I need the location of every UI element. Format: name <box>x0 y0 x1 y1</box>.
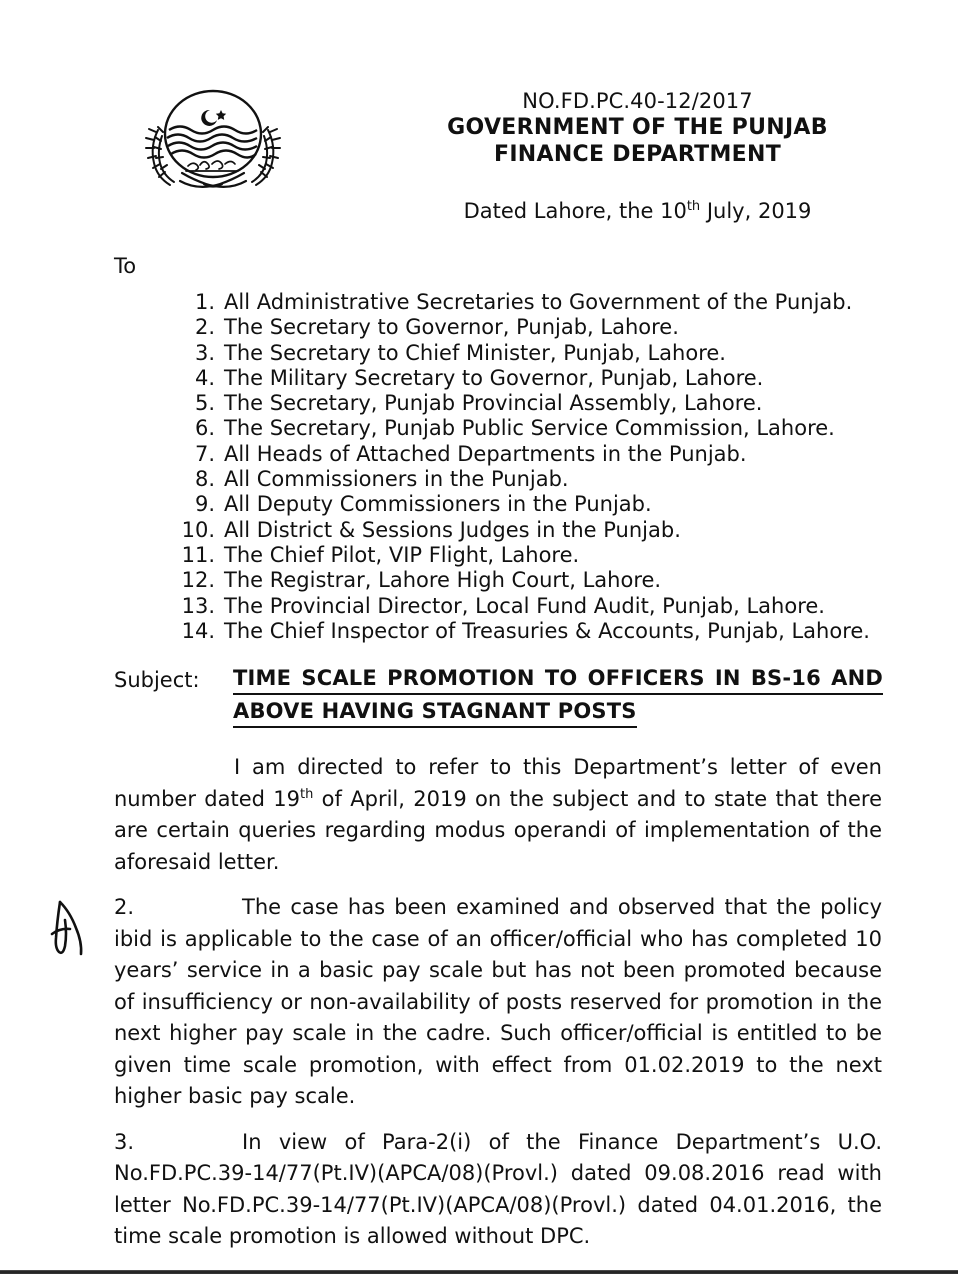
handwritten-initial-icon <box>38 890 98 960</box>
dated-prefix: Dated Lahore, the 10 <box>463 199 687 223</box>
dated-line <box>330 198 945 224</box>
list-item-label: All Deputy Commissioners in the Punjab. <box>224 492 652 517</box>
list-item-label: The Chief Inspector of Treasuries & Accounts, Punjab, Lahore. <box>224 618 870 643</box>
list-item-label: The Secretary, Punjab Provincial Assembly, Lahore. <box>224 391 763 416</box>
paragraph-3-text: In view of Para-2(i) of the Finance Department’s U.O. No.FD.PC.39-14/77(Pt.IV)(APCA/08)(Provl.) dated 09.08.2016 read with letter No.FD.PC.39-14/77(Pt.IV)(APCA/08)(Provl.) dated 04.01.2016, the time scale promotion is allowed without DPC. <box>114 1129 882 1248</box>
punjab-government-emblem-icon <box>118 86 308 196</box>
list-item-label: All Commissioners in the Punjab. <box>224 467 569 492</box>
dated-suffix: July, 2019 <box>700 199 812 223</box>
list-item <box>176 619 936 644</box>
government-title: GOVERNMENT OF THE PUNJAB <box>447 115 828 140</box>
list-item-number: 14. <box>181 618 215 643</box>
list-item-label: The Secretary, Punjab Public Service Commission, Lahore. <box>224 416 835 441</box>
list-item-number: 11. <box>181 542 215 567</box>
subject-text <box>233 664 883 728</box>
list-item-number: 3. <box>194 340 215 365</box>
list-item-number: 13. <box>181 593 215 618</box>
list-item-label: The Registrar, Lahore High Court, Lahore. <box>224 568 662 593</box>
list-item-label: The Secretary to Governor, Punjab, Lahore. <box>224 315 679 340</box>
list-item <box>176 391 936 416</box>
list-item-label: The Secretary to Chief Minister, Punjab, Lahore. <box>224 340 726 365</box>
list-item-number: 7. <box>194 441 215 466</box>
document-number: NO.FD.PC.40-12/2017 <box>522 89 753 113</box>
paragraph-2-number: 2. <box>114 895 135 919</box>
list-item <box>176 442 936 467</box>
dated-ordinal: th <box>686 199 701 214</box>
subject-line-1: TIME SCALE PROMOTION TO OFFICERS IN BS-16 AND <box>233 664 883 695</box>
list-item <box>176 518 936 543</box>
list-item <box>176 543 936 568</box>
list-item-label: The Provincial Director, Local Fund Audit, Punjab, Lahore. <box>224 593 825 618</box>
addressee-list <box>176 290 936 644</box>
list-item-label: All Heads of Attached Departments in the Punjab. <box>224 441 747 466</box>
list-item-number: 1. <box>194 290 215 314</box>
list-item <box>176 366 936 391</box>
letterhead <box>330 88 945 224</box>
list-item-label: All Administrative Secretaries to Government of the Punjab. <box>224 290 853 314</box>
list-item-number: 10. <box>181 517 215 542</box>
subject-label: Subject: <box>114 668 200 692</box>
to-label: To <box>114 254 137 278</box>
list-item-label: The Military Secretary to Governor, Punjab, Lahore. <box>224 365 764 390</box>
list-item <box>176 467 936 492</box>
subject-block <box>114 664 904 728</box>
list-item <box>176 290 936 315</box>
scan-bottom-edge <box>0 1270 958 1274</box>
list-item-number: 2. <box>194 315 215 340</box>
department-title: FINANCE DEPARTMENT <box>493 142 782 167</box>
list-item <box>176 568 936 593</box>
paragraph-1-ordinal: th <box>300 786 314 802</box>
list-item <box>176 492 936 517</box>
list-item-number: 8. <box>194 467 215 492</box>
list-item-label: All District & Sessions Judges in the Punjab. <box>224 517 681 542</box>
paragraph-1 <box>114 752 882 878</box>
subject-line-2: ABOVE HAVING STAGNANT POSTS <box>233 697 637 728</box>
list-item <box>176 594 936 619</box>
list-item-number: 9. <box>194 492 215 517</box>
paragraph-3 <box>114 1127 882 1253</box>
paragraph-2 <box>114 892 882 1113</box>
list-item-number: 4. <box>194 365 215 390</box>
paragraph-1-part2: of April, 2019 on the subject and to state that there are certain queries regarding modus operandi of implementation of the aforesaid letter. <box>114 786 882 874</box>
paragraph-2-text: The case has been examined and observed that the policy ibid is applicable to the case of an officer/official who has completed 10 years’ service in a basic pay scale but has not been promoted because of insufficiency or non-availability of posts reserved for promotion in the next higher pay scale in the cadre. Such officer/official is entitled to be given time scale promotion, with effect from 01.02.2019 to the next higher basic pay scale. <box>114 895 882 1108</box>
list-item-number: 12. <box>181 568 215 593</box>
list-item <box>176 341 936 366</box>
list-item-label: The Chief Pilot, VIP Flight, Lahore. <box>224 542 580 567</box>
paragraph-3-number: 3. <box>114 1129 135 1154</box>
list-item-number: 6. <box>194 416 215 441</box>
letter-body <box>114 752 882 1267</box>
list-item <box>176 416 936 441</box>
paragraph-1-part1: I am directed to refer to this Department’s letter of even number dated 19 <box>114 755 882 811</box>
list-item-number: 5. <box>194 391 215 416</box>
list-item <box>176 315 936 340</box>
